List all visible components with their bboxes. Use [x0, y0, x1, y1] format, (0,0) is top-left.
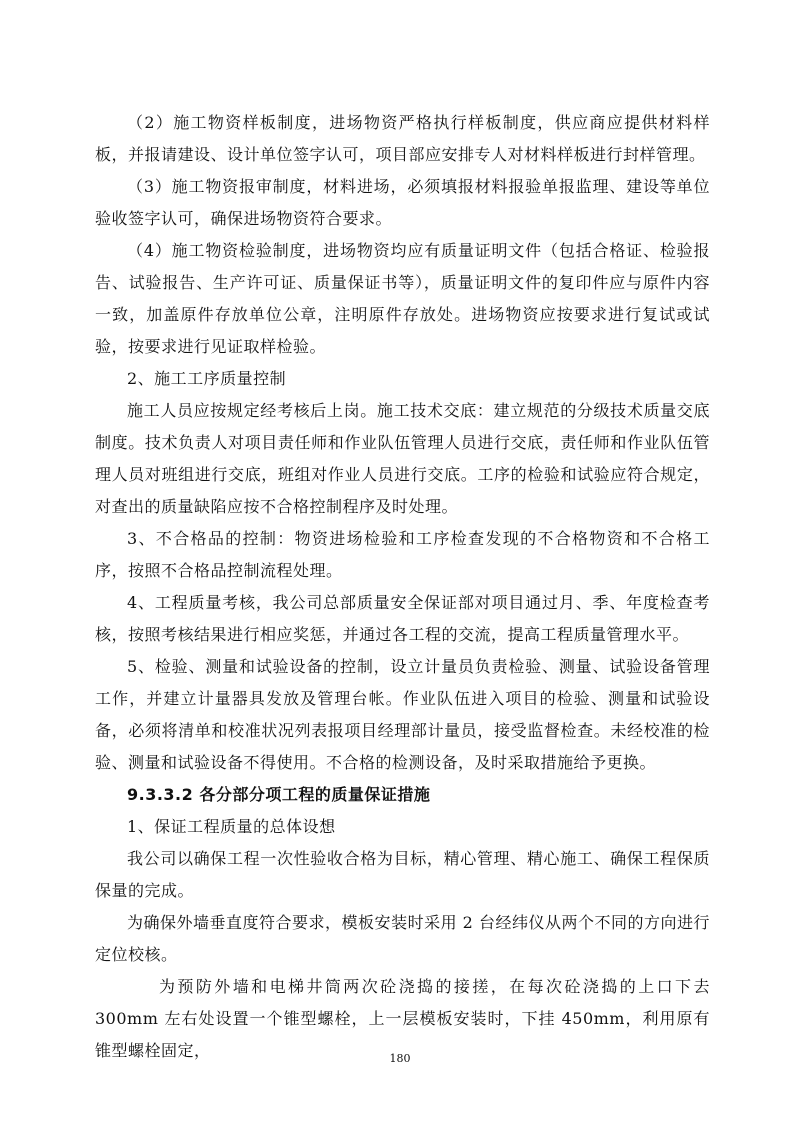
paragraph-verticality: 为确保外墙垂直度符合要求，模板安装时采用 2 台经纬仪从两个不同的方向进行定位校核。: [95, 913, 710, 964]
section-heading: 9.3.3.2 各分部分项工程的质量保证措施: [127, 785, 431, 804]
paragraph-sample-system: （2）施工物资样板制度，进场物资严格执行样板制度，供应商应提供材料样板，并报请建设、设计单位签字认可，项目部应安排专人对材料样板进行封样管理。: [95, 113, 710, 164]
paragraph-process-control: 施工人员应按规定经考核后上岗。施工技术交底：建立规范的分级技术质量交底制度。技术负责人对项目责任师和作业队伍管理人员进行交底，责任师和作业队伍管理人员对班组进行交底，班组对作业人员进行交底。工序的检验和试验应符合规定，对查出的质量缺陷应按不合格控制程序及时处理。: [95, 401, 710, 516]
paragraph-equipment-control: 5、检验、测量和试验设备的控制，设立计量员负责检验、测量、试验设备管理工作，并建立计量器具发放及管理台帐。作业队伍进入项目的检验、测量和试验设备，必须将清单和校准状况列表报项目经理部计量员，接受监督检查。未经校准的检验、测量和试验设备不得使用。不合格的检测设备，及时采取措施给予更换。: [95, 657, 710, 772]
document-page: [95, 107, 710, 1067]
paragraph-process-control-title: 2、施工工序质量控制: [127, 369, 287, 388]
paragraph-inspection-system: （4）施工物资检验制度，进场物资均应有质量证明文件（包括合格证、检验报告、试验报告、生产许可证、质量保证书等），质量证明文件的复印件应与原件内容一致，加盖原件存放单位公章，注明原件存放处。进场物资应按要求进行复试或试验，按要求进行见证取样检验。: [95, 241, 710, 356]
paragraph-joint-prevention: 为预防外墙和电梯井筒两次砼浇捣的接搓，在每次砼浇捣的上口下去 300mm 左右处设置一个锥型螺栓，上一层模板安装时，下挂 450mm，利用原有锥型螺栓固定，: [95, 977, 710, 1060]
paragraph-approval-system: （3）施工物资报审制度，材料进场，必须填报材料报验单报监理、建设等单位验收签字认可，确保进场物资符合要求。: [95, 177, 710, 228]
paragraph-overall-concept: 我公司以确保工程一次性验收合格为目标，精心管理、精心施工、确保工程保质保量的完成。: [95, 849, 710, 900]
page-number: 180: [389, 1052, 411, 1065]
paragraph-overall-concept-title: 1、保证工程质量的总体设想: [127, 817, 336, 836]
paragraph-nonconforming-control: 3、不合格品的控制：物资进场检验和工序检查发现的不合格物资和不合格工序，按照不合格品控制流程处理。: [95, 529, 710, 580]
paragraph-quality-assessment: 4、工程质量考核，我公司总部质量安全保证部对项目通过月、季、年度检查考核，按照考核结果进行相应奖惩，并通过各工程的交流，提高工程质量管理水平。: [95, 593, 710, 644]
